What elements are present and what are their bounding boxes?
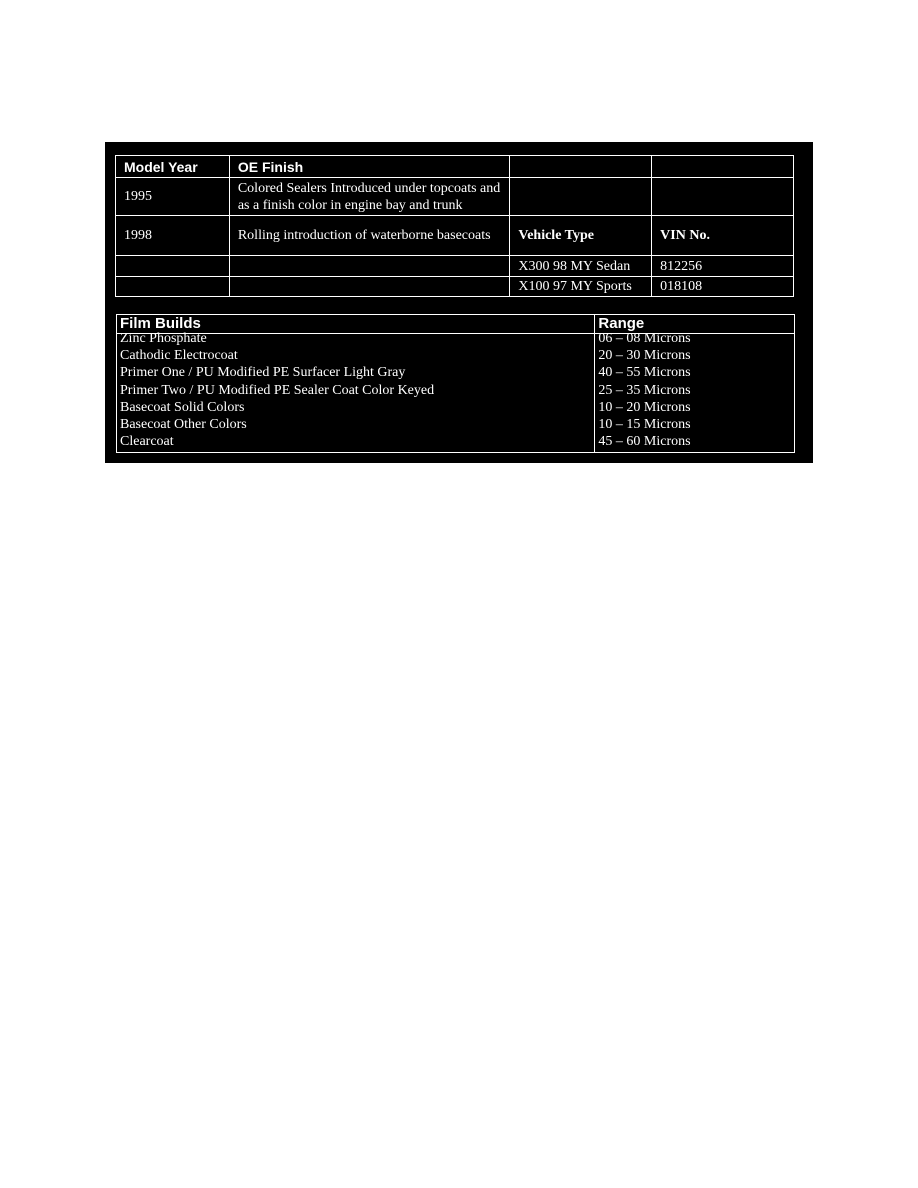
oe-finish-cell [229, 277, 510, 297]
vehicle-type-cell: X300 98 MY Sedan [510, 256, 652, 277]
table-cell [510, 178, 652, 216]
column-header-range: Range [595, 315, 795, 334]
model-year-cell: 1995 [116, 178, 230, 216]
vin-header: VIN No. [652, 216, 794, 256]
model-year-cell [116, 256, 230, 277]
finish-specs-panel [105, 142, 813, 463]
oe-finish-cell [229, 256, 510, 277]
film-build-name: Zinc Phosphate [120, 331, 207, 346]
film-range-value: 40 – 55 Microns [598, 365, 691, 381]
oe-finish-table [115, 155, 794, 297]
film-range-value: 25 – 35 Microns [598, 382, 691, 398]
table-header-row [116, 156, 794, 178]
model-year-cell: 1998 [116, 216, 230, 256]
oe-finish-cell: Colored Sealers Introduced under topcoats and as a finish color in engine bay and trunk [229, 178, 510, 216]
film-builds-table [116, 314, 795, 453]
film-build-name: Primer Two / PU Modified PE Sealer Coat Color Keyed [120, 382, 435, 398]
film-build-name: Basecoat Other Colors [120, 416, 247, 432]
table-row [116, 277, 794, 297]
vin-cell: 018108 [652, 277, 794, 297]
column-header-blank-3 [510, 156, 652, 178]
film-build-list [117, 331, 595, 453]
column-header-model-year: Model Year [116, 156, 230, 178]
column-header-film-builds: Film Builds [117, 315, 595, 334]
film-range-list [595, 331, 795, 453]
vehicle-type-header: Vehicle Type [510, 216, 652, 256]
film-range-value: 20 – 30 Microns [598, 348, 691, 364]
film-range-value: 10 – 15 Microns [598, 416, 691, 432]
table-cell [652, 178, 794, 216]
film-build-name: Cathodic Electrocoat [120, 348, 238, 364]
table-row [116, 178, 794, 216]
column-header-oe-finish: OE Finish [229, 156, 510, 178]
film-build-name: Primer One / PU Modified PE Surfacer Light Gray [120, 365, 406, 381]
film-build-name: Clearcoat [120, 434, 174, 450]
vehicle-type-cell: X100 97 MY Sports [510, 277, 652, 297]
film-range-value: 06 – 08 Microns [598, 331, 691, 346]
column-header-blank-4 [652, 156, 794, 178]
oe-finish-cell: Rolling introduction of waterborne basecoats [229, 216, 510, 256]
vin-cell: 812256 [652, 256, 794, 277]
model-year-cell [116, 277, 230, 297]
film-builds-body [117, 334, 795, 453]
film-range-value: 10 – 20 Microns [598, 399, 691, 415]
film-build-name: Basecoat Solid Colors [120, 399, 245, 415]
table-row [116, 256, 794, 277]
table-row [116, 216, 794, 256]
film-range-value: 45 – 60 Microns [598, 434, 691, 450]
